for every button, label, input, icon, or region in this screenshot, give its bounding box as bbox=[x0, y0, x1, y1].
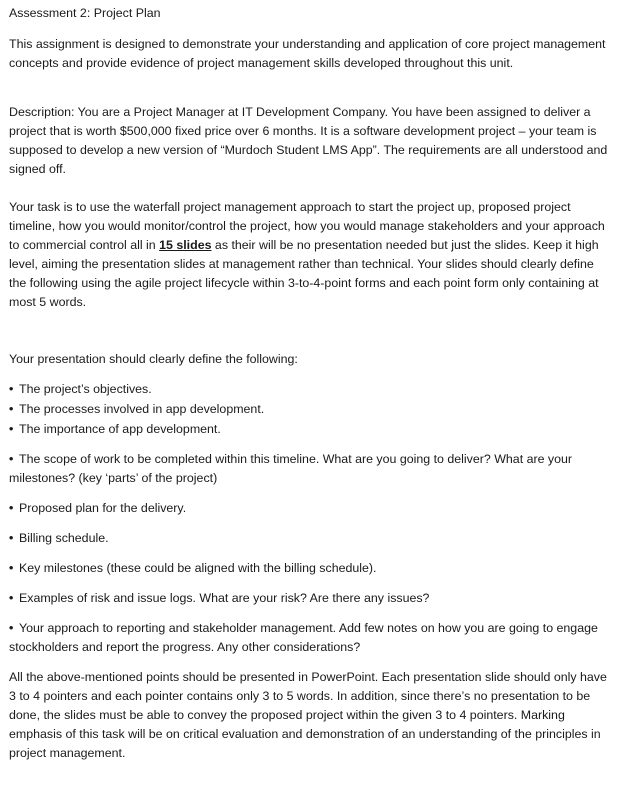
closing-paragraph: All the above-mentioned points should be presented in PowerPoint. Each presentation slide should only have 3 to 4 pointers and each pointer contains only 3 to 5 words. In addition, since there’s no presentation to be done, the slides must be able to convey the proposed project within the given 3 to 4 pointers. Marking emphasis of this task will be on critical evaluation and demonstration of an understanding of the principles in project management. bbox=[9, 670, 607, 760]
list-item-billing: • Billing schedule. bbox=[9, 529, 613, 548]
list-item: • The project’s objectives. bbox=[9, 380, 613, 399]
document-body bbox=[9, 4, 613, 763]
objectives-bullet-list bbox=[9, 380, 613, 439]
list-item-milestones: • Key milestones (these could be aligned with the billing schedule). bbox=[9, 559, 613, 578]
task-paragraph bbox=[9, 198, 613, 312]
task-text-after: as their will be no presentation needed but just the slides. Keep it high level, aiming the presentation slides at management rather than technical. Your slides should clearly define the following using the agile project lifecycle within 3-to-4-point forms and each point form only containing at most 5 words. bbox=[9, 238, 599, 309]
list-item-scope: • The scope of work to be completed within this timeline. What are you going to deliver? What are your milestones? (key ‘parts’ of the project) bbox=[9, 450, 613, 488]
list-item: • The processes involved in app development. bbox=[9, 400, 613, 419]
list-item: • The importance of app development. bbox=[9, 420, 613, 439]
description-paragraph: Description: You are a Project Manager at IT Development Company. You have been assigned to deliver a project that is worth $500,000 fixed price over 6 months. It is a software development project – your team is supposed to develop a new version of “Murdoch Student LMS App”. The requirements are all understood and signed off. bbox=[9, 105, 608, 176]
list-item-reporting: • Your approach to reporting and stakeholder management. Add few notes on how you are going to engage stockholders and report the progress. Any other considerations? bbox=[9, 619, 613, 657]
list-item-plan: • Proposed plan for the delivery. bbox=[9, 499, 613, 518]
document-title: Assessment 2: Project Plan bbox=[9, 6, 161, 20]
slide-count-emphasis: 15 slides bbox=[159, 238, 212, 252]
task-text-before: Your task is to use the waterfall project management approach to start the project up, proposed project timeline, how you would monitor/control the project, how you would manage stakeholders and your approach to commercial control all in bbox=[9, 200, 605, 252]
define-heading: Your presentation should clearly define the following: bbox=[9, 352, 298, 366]
list-item-risk: • Examples of risk and issue logs. What are your risk? Are there any issues? bbox=[9, 589, 613, 608]
intro-paragraph: This assignment is designed to demonstrate your understanding and application of core project management concepts and provide evidence of project management skills developed throughout this unit. bbox=[9, 37, 606, 70]
